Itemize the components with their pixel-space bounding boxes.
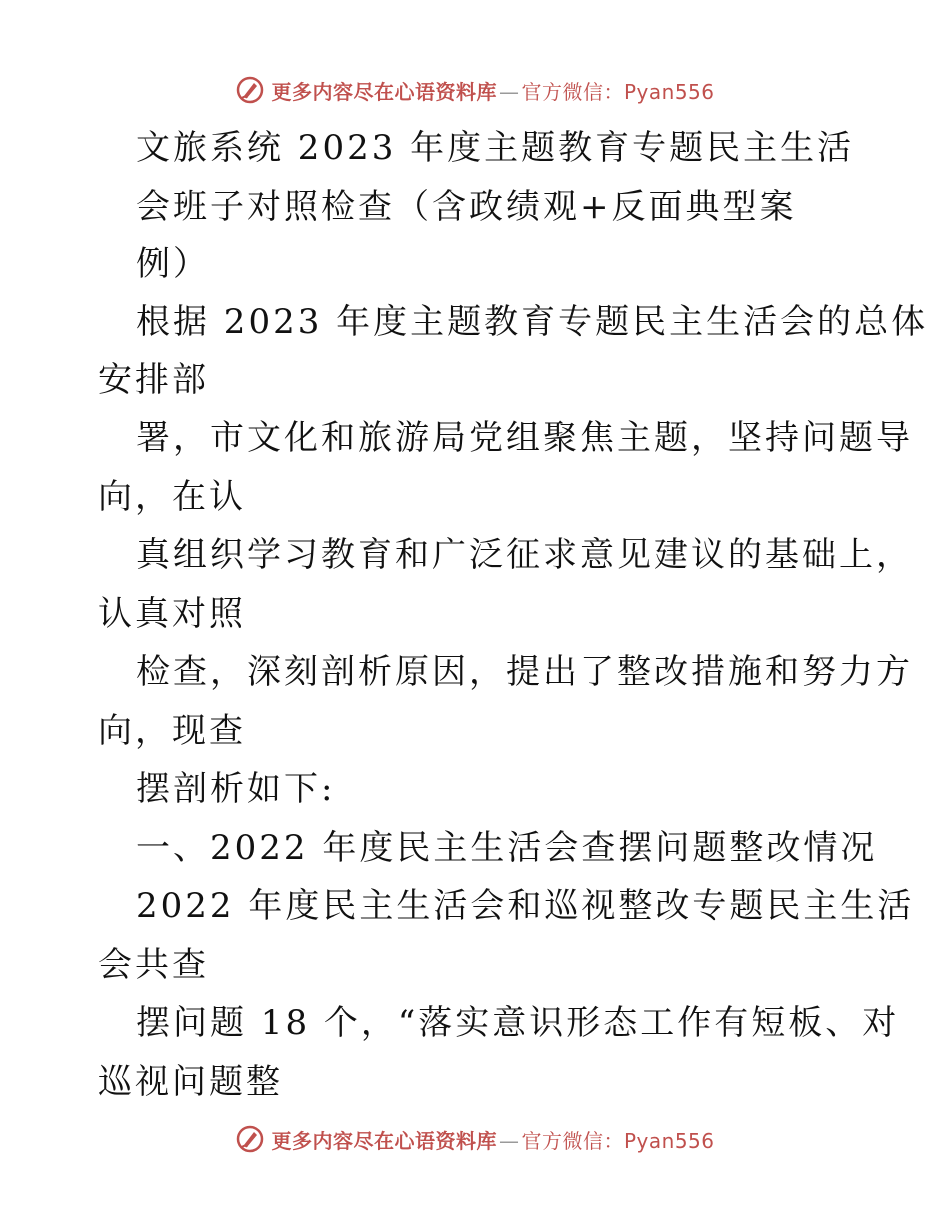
paragraph-line: 2022 年度民主生活会和巡视整改专题民主生活 [136,886,915,926]
footer-watermark-banner [0,1119,950,1159]
banner-main-text: 更多内容尽在心语资料库 [271,1128,497,1153]
paragraph-line: 摆剖析如下: [136,769,336,809]
paragraph-line: 认真对照 [98,594,246,634]
banner-account: Pyan556 [623,1128,715,1153]
paragraph-line: 根据 2023 年度主题教育专题民主生活会的总体 [136,302,929,342]
banner-main-text: 更多内容尽在心语资料库 [271,79,497,104]
pen-seal-logo-icon [235,1124,265,1154]
banner-wechat-label: 官方微信： [521,79,624,104]
banner-dash: — [498,1128,520,1153]
paragraph-line: 检查，深刻剖析原因，提出了整改措施和努力方 [136,652,913,692]
paragraph-line: 署，市文化和旅游局党组聚焦主题，坚持问题导 [136,418,913,458]
pen-seal-logo-icon [235,75,265,105]
title-line-3: 例） [136,244,210,284]
banner-text [271,76,714,105]
banner-text [271,1125,714,1154]
paragraph-line: 摆问题 18 个，“落实意识形态工作有短板、对 [136,1003,900,1043]
paragraph-line: 巡视问题整 [98,1062,283,1102]
header-watermark-banner [0,70,950,110]
paragraph-line: 安排部 [98,360,209,400]
banner-dash: — [498,79,520,104]
banner-wechat-label: 官方微信： [521,1128,624,1153]
title-line-2: 会班子对照检查（含政绩观+反面典型案 [136,187,797,227]
paragraph-line: 向，现查 [98,711,246,751]
title-line-1: 文旅系统 2023 年度主题教育专题民主生活 [136,128,855,168]
section-heading: 一、2022 年度民主生活会查摆问题整改情况 [136,828,878,868]
paragraph-line: 会共查 [98,945,209,985]
banner-account: Pyan556 [623,79,715,104]
paragraph-line: 向，在认 [98,477,246,517]
paragraph-line: 真组织学习教育和广泛征求意见建议的基础上， [136,535,913,575]
